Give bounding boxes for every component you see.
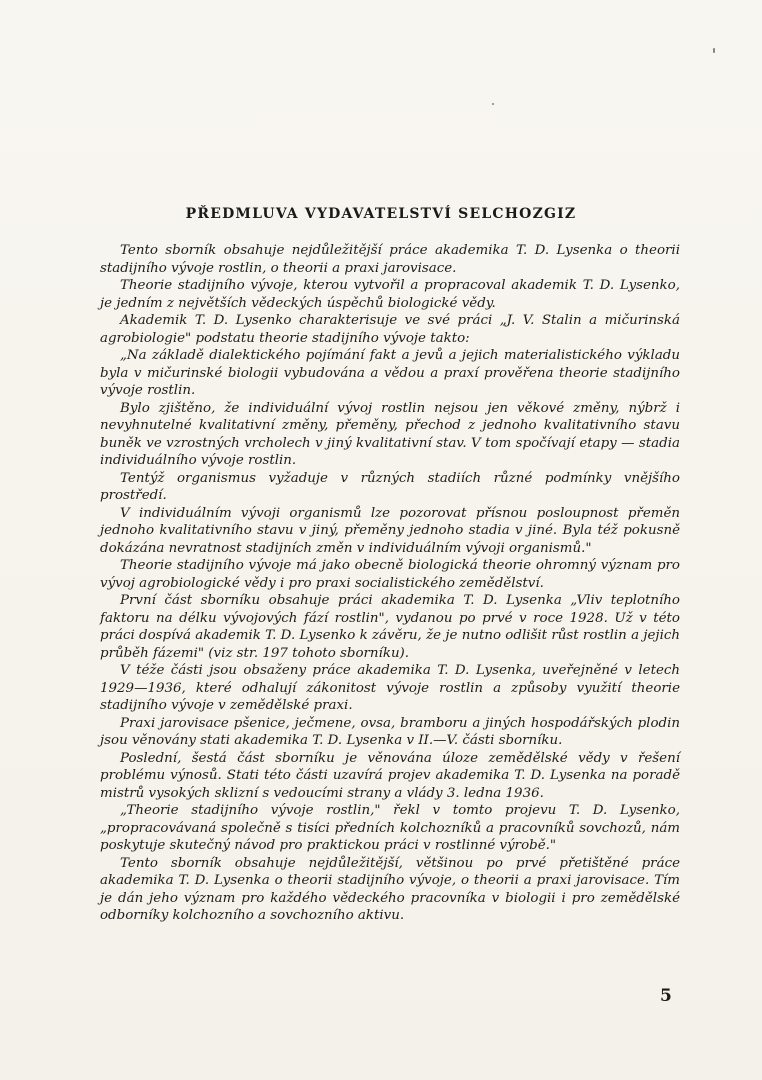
paragraph: Theorie stadijního vývoje má jako obecně biologická theorie ohromný význam pro vývoj agrobiologické vědy i pro praxi socialistického zemědělství.: [100, 558, 680, 591]
page-title: PŘEDMLUVA VYDAVATELSTVÍ SELCHOZGIZ: [185, 206, 577, 222]
paragraph: Tento sborník obsahuje nejdůležitější, většinou po prvé přetištěné práce akademika T. D. Lysenka o theorii stadijního vývoje, o theorii a praxi jarovisace. Tím je dán jeho význam pro každého vědeckého pracovníka v biologii i pro zemědělské odborníky kolchozního a sovchozního aktivu.: [100, 855, 680, 923]
paragraph: Theorie stadijního vývoje, kterou vytvořil a propracoval akademik T. D. Lysenko, je jedním z největších vědeckých úspěchů biologické vědy.: [100, 278, 680, 311]
paragraph: Tentýž organismus vyžaduje v různých stadiích různé podmínky vnějšího prostředí.: [100, 470, 680, 503]
paragraph: Bylo zjištěno, že individuální vývoj rostlin nejsou jen věkové změny, nýbrž i nevyhnutelné kvalitativní změny, přeměny, přechod z jednoho kvalitativního stavu buněk ve vzrostných vrcholech v jiný kvalitativní stav. V tom spočívají etapy — stadia individuálního vývoje rostlin.: [100, 400, 680, 468]
body-text: [100, 242, 680, 925]
paragraph: První část sborníku obsahuje práci akademika T. D. Lysenka „Vliv teplotního faktoru na délku vývojových fází rostlin", vydanou po prvé v roce 1928. Už v této práci dospívá akademik T. D. Lysenko k závěru, že je nutno odlišit růst rostlin a jejich průběh fázemi" (viz str. 197 tohoto sborníku).: [100, 593, 680, 661]
ink-speck: [713, 48, 715, 53]
paragraph: V individuálním vývoji organismů lze pozorovat přísnou posloupnost přeměn jednoho kvalitativního stavu v jiný, přeměny jednoho stadia v jiné. Byla též pokusně dokázána nevratnost stadijních změn v individuálním vývoji organismů.": [100, 505, 680, 556]
paragraph: „Theorie stadijního vývoje rostlin," řekl v tomto projevu T. D. Lysenko, „propracovávaná společně s tisíci předních kolchozníků a pracovníků sovchozů, nám poskytuje skutečný návod pro praktickou práci v rostlinné výrobě.": [100, 803, 680, 853]
paragraph: Praxi jarovisace pšenice, ječmene, ovsa, bramboru a jiných hospodářských plodin jsou věnovány stati akademika T. D. Lysenka v II.—V. části sborníku.: [100, 715, 680, 748]
paragraph: V téže části jsou obsaženy práce akademika T. D. Lysenka, uveřejněné v letech 1929—1936, které odhalují zákonitost vývoje rostlin a způsoby využití theorie stadijního vývoje v zemědělské praxi.: [100, 663, 680, 713]
paragraph: Tento sborník obsahuje nejdůležitější práce akademika T. D. Lysenka o theorii stadijního vývoje rostlin, o theorii a praxi jarovisace.: [100, 243, 680, 276]
paragraph: Poslední, šestá část sborníku je věnována úloze zemědělské vědy v řešení problému výnosů. Stati této části uzavírá projev akademika T. D. Lysenka na poradě mistrů vysokých sklizní s vedoucími strany a vlády 3. ledna 1936.: [100, 750, 680, 801]
ink-speck: [492, 103, 494, 105]
page-number: 5: [660, 986, 672, 1006]
paragraph: „Na základě dialektického pojímání fakt a jevů a jejich materialistického výkladu byla v mičurinské biologii vybudována a vědou a praxí prověřena theorie stadijního vývoje rostlin.: [100, 348, 680, 398]
paragraph: Akademik T. D. Lysenko charakterisuje ve své práci „J. V. Stalin a mičurinská agrobiologie" podstatu theorie stadijního vývoje takto:: [100, 313, 680, 346]
